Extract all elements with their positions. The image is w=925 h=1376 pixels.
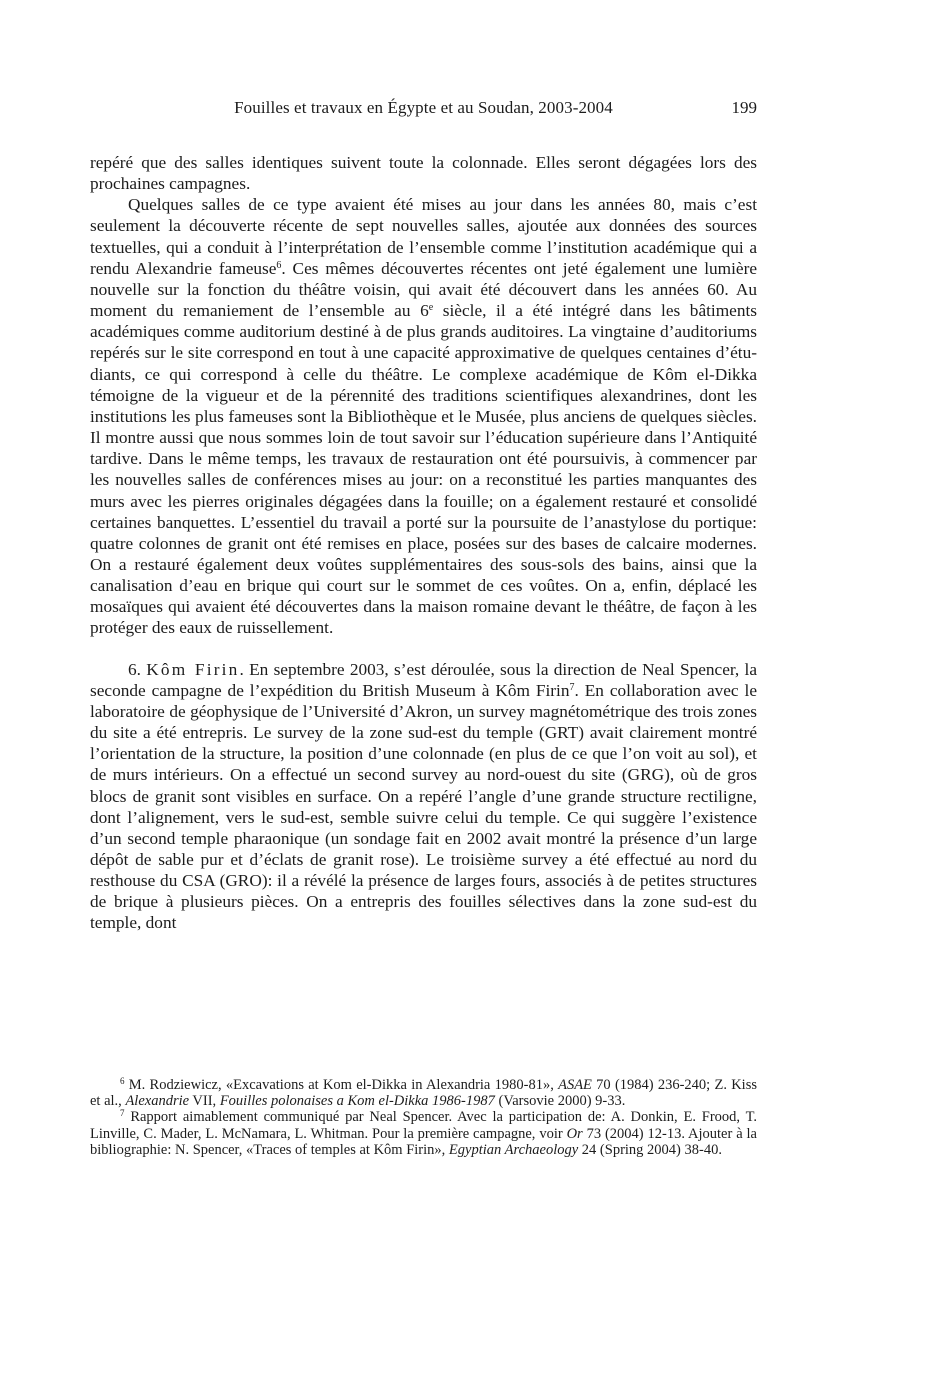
page-number: 199 [731,98,757,117]
footnote-text: (Varsovie 2000) 9-33. [494,1093,626,1110]
footnote-7 [90,1109,757,1158]
journal-title: ASAE [558,1077,592,1093]
paragraph-kom-el-dikka [90,194,757,638]
footnote-6 [90,1077,757,1109]
body-text [90,152,757,934]
footnotes [90,1077,757,1158]
paragraph-text: siècle, il a été intégré dans les bâtiments académiques comme auditorium destiné à de plus grands auditoires. La vingtaine d’auditoriums repérés sur le site correspond en tout à une capacité approximative de quelques centaines d’étudiants, ce qui correspond à celle du théâtre. Le complexe académique de Kôm el-Dikka témoigne de la vigueur et de la pérennité des traditions scientifiques alexandrines, dont les institutions les plus fameuses sont la Bibliothèque et le Musée, plus anciens de quelques siècles. Il montre aussi que nous sommes loin de tout savoir sur l’éducation supérieure dans l’Antiquité tardive. Dans le même temps, les travaux de restauration ont été poursuivis, à commencer par les nouvelles salles de conférences mises au jour: on a reconstitué les parties manquantes des murs avec les pierres originales dégagées dans la fouille; on a également restauré et consolidé certaines banquettes. L’essentiel du travail a porté sur la poursuite de l’anastylose du portique: quatre colonnes de granit ont été remises en place, posées sur des bases de calcaire modernes. On a restauré également deux voûtes supplémentaires des sous-sols des bains, ainsi que la canalisation d’eau en brique qui court sur le sommet de ces voûtes. On a, enfin, déplacé les mosaïques qui avaient été découvertes dans la maison romaine devant le théâtre, de façon à les protéger des eaux de ruissellement. [90,301,758,638]
footnote-text: 70 (1984) 236-240; Z. Kiss et al., [90,1077,757,1110]
footnote-text: 73 (2004) 12-13. Ajouter à la bibliographie: N. Spencer, «Traces of temples at Kôm Firin», [90,1125,757,1158]
footnote-text: M. Rodziewicz, «Excavations at Kom el-Dikka in Alexandria 1980-81», [128,1077,559,1093]
book-subtitle: Fouilles polonaises a Kom el-Dikka 1986-1987 [219,1093,495,1110]
footnote-text: Rapport aimablement communiqué par Neal Spencer. Avec la participation de: A. Donkin, E. Frood, T. Linville, C. Mader, L. McNamara, L. Whitman. Pour la première campagne, voir [90,1109,757,1142]
paragraph-continuation [90,152,757,194]
running-header [90,96,757,120]
footnote-text: 24 (Spring 2004) 38-40. [578,1141,722,1158]
footnote-mark: 6 [120,1076,125,1086]
paragraph-text: . En septembre 2003, s’est déroulée, sous la direction de Neal Spencer, la seconde campagne de l’expédition du British Museum à Kôm Firin [90,659,757,700]
paragraph-text: . En collaboration avec le laboratoire de géophysique de l’Université d’Akron, un survey magnétométrique des trois zones du site a été entrepris. Le survey de la zone sud-est du temple (GRT) avait clairement montré l’orientation de la structure, la position d’une colonnade (en plus de ce que l’on voit au sol), et de murs intérieurs. On a effectué un second survey au nord-ouest du site (GRG), où de gros blocs de granit sont visibles en surface. On a repéré l’angle d’une grande structure rectiligne, dont l’alignement, vers le sud-est, semble suivre celui du temple. Ce qui suggère l’existence d’un second temple pharaonique (un sondage fait en 2002 avait montré la présence d’un large dépôt de sable pur et d’éclats de granit rose). Le troisième survey a été effectué au nord du resthouse du CSA (GRO): il a révélé la présence de larges fours, associés à de petites structures de brique à plusieurs pièces. On a entrepris des fouilles sélectives dans la zone sud-est du temple, dont [90,680,757,933]
journal-title: Or [566,1125,583,1142]
century-superscript: e [428,302,434,314]
paragraph-text: repéré que des salles identiques suivent toute la colonnade. Elles seront dégagées lors des prochaines campagnes. [90,153,757,194]
footnote-text: VII, [189,1093,220,1110]
paragraph-text: . Ces mêmes découvertes récentes ont jeté également une lumière nouvelle sur la fonction du théâtre voisin, qui avait été découvert dans les années 60. Au moment du remaniement de l’ensemble au 6 [90,258,757,321]
paragraph-kom-firin [90,659,757,934]
running-title: Fouilles et travaux en Égypte et au Soudan, 2003-2004 [234,98,613,117]
book-title: Alexandrie [125,1093,190,1110]
footnote-mark: 7 [120,1108,125,1119]
journal-title: Egyptian Archaeology [448,1141,579,1158]
section-number: 6. [128,659,141,679]
footnote-ref-7: 7 [569,681,575,693]
footnote-ref-6: 6 [276,259,282,271]
paragraph-text: Quelques salles de ce type avaient été mises au jour dans les années 80, mais c’est seulement la découverte récente de sept nouvelles salles, ajoutée aux données des sources textuelles, qui a conduit à l’interprétation de l’ensemble comme l’institution académique qui a rendu Alexandrie fameuse [90,195,757,278]
section-title: Kôm Firin [146,659,240,679]
